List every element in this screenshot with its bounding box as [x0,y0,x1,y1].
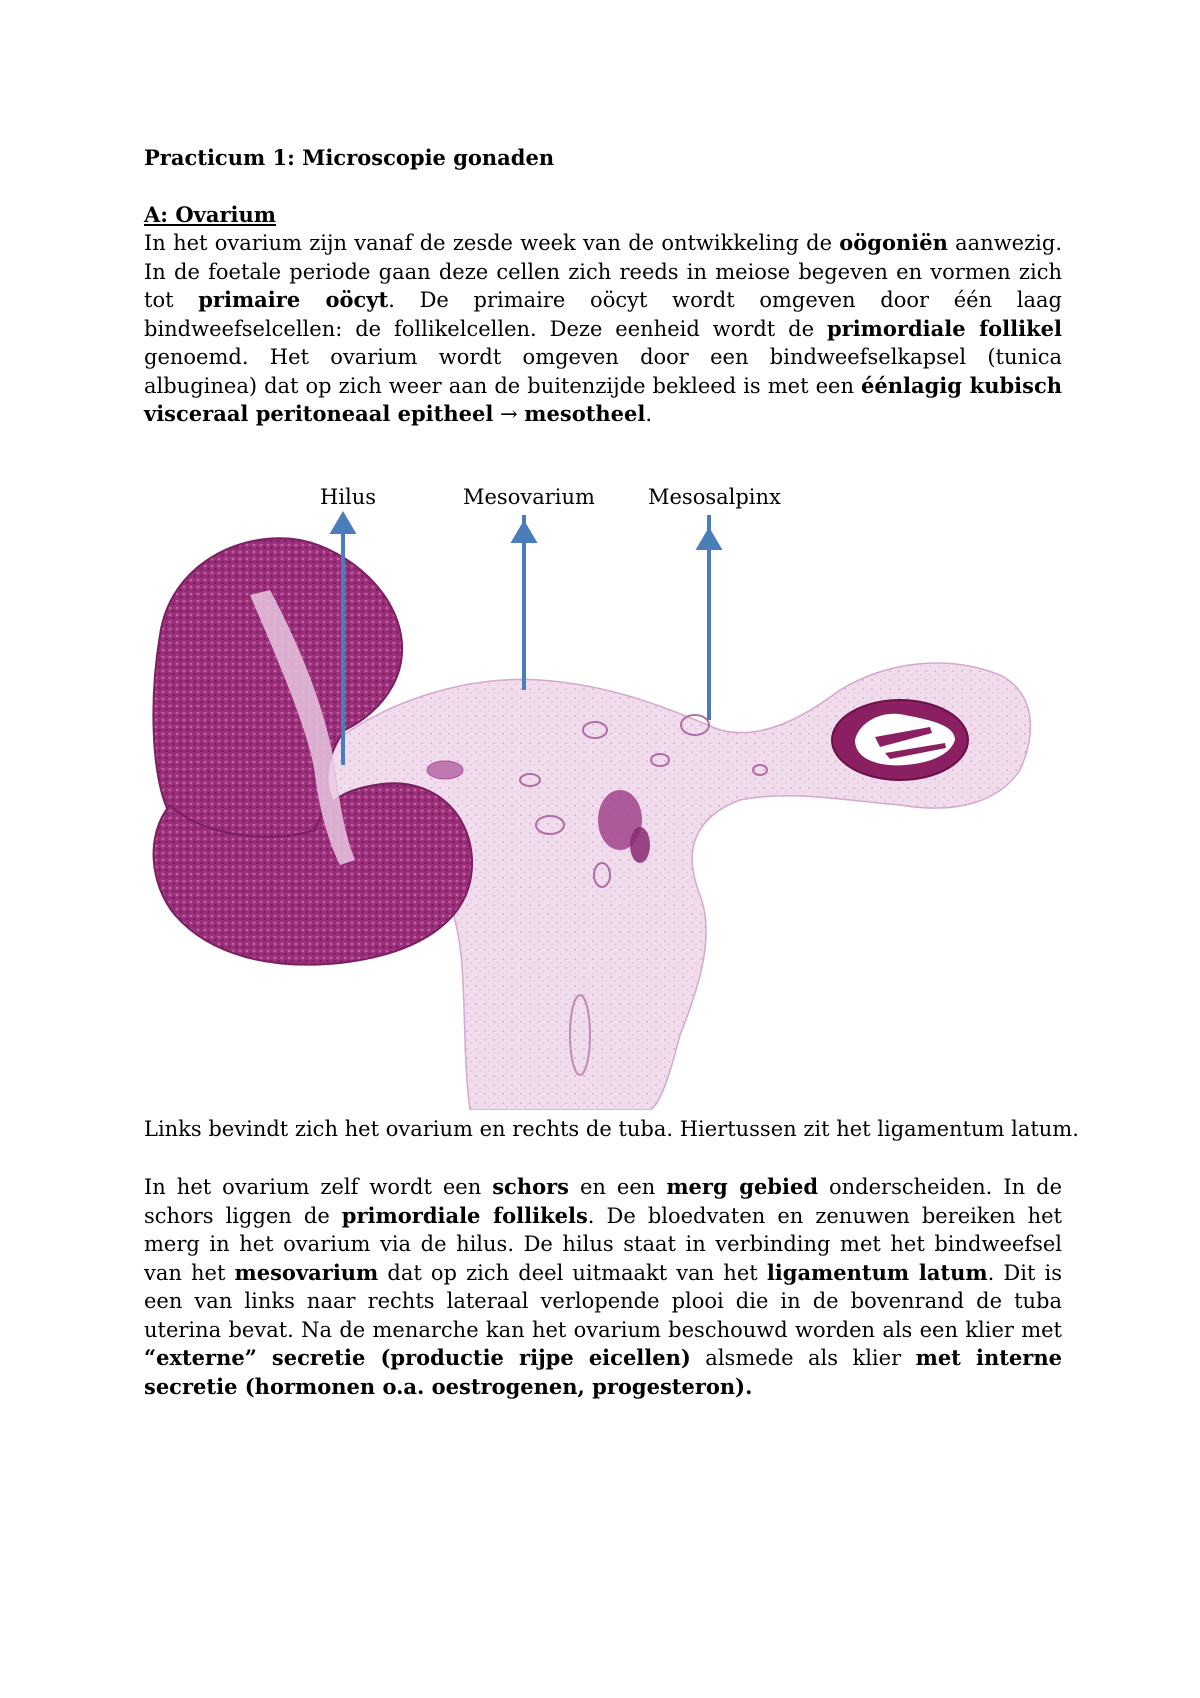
para2-run-2: en een [569,1175,667,1199]
para1-run-3: primaire oöcyt [198,287,389,312]
para1-run-1: oögoniën [839,230,948,255]
para2-run-0: In het ovarium zelf wordt een [144,1175,493,1199]
para2-run-10: . Dit is een van links naar rechts lateraal verlopende plooi die in de bovenrand de tuba uterina bevat. Na de menarche kan het ovarium beschouwd worden als een klier met [144,1260,1063,1342]
para1-run-4: . De primaire oöcyt wordt omgeven door één laag bindweefselcellen: de follikelcellen. Deze eenheid wordt de [144,288,1063,341]
para2-run-1: schors [492,1174,570,1199]
para1-run-2: aanwezig. In de foetale periode gaan deze cellen zich reeds in meiose begeven en vormen zich tot [144,231,1062,312]
para2-run-7: mesovarium [234,1259,379,1285]
body-paragraph [144,1173,1062,1401]
label-hilus: Hilus [320,485,377,509]
para2-run-6: . De bloedvaten en zenuwen bereiken het merg in het ovarium via de hilus. De hilus staat in verbinding met het bindweefsel van het [144,1203,1062,1285]
para1-run-8: → [493,402,525,426]
section-heading: A: Ovarium [144,202,276,227]
para2-run-9: ligamentum latum [766,1259,988,1285]
para2-run-13: met interne secretie (hormonen o.a. oestrogenen, progesteron). [144,1345,1062,1399]
para2-run-11: “externe” secretie (productie rijpe eicellen) [144,1345,691,1370]
intro-paragraph [144,229,1062,429]
para2-run-3: merg gebied [666,1174,819,1199]
para1-run-10: . [645,402,653,426]
para2-run-12: alsmede als klier [690,1346,916,1370]
para1-run-9: mesotheel [524,401,646,426]
label-mesovarium: Mesovarium [463,485,595,509]
figure-caption: Links bevindt zich het ovarium en rechts de tuba. Hiertussen zit het ligamentum latum. [144,1117,1079,1141]
para2-run-5: primordiale follikels [341,1202,588,1228]
para1-run-6: genoemd. Het ovarium wordt omgeven door een bindweefselkapsel (tunica albuginea) dat op zich weer aan de buitenzijde bekleed is met een [144,345,1062,398]
ovary-micrograph [140,515,1075,1110]
label-mesosalpinx: Mesosalpinx [648,485,781,509]
para2-run-8: dat op zich deel uitmaakt van het [378,1260,767,1285]
page-title: Practicum 1: Microscopie gonaden [144,145,555,170]
para2-run-4: onderscheiden. In de schors liggen de [144,1175,1063,1228]
para1-run-5: primordiale follikel [826,315,1062,341]
para1-run-0: In het ovarium zijn vanaf de zesde week van de ontwikkeling de [144,231,840,255]
para1-run-7: éénlagig kubisch visceraal peritoneaal epitheel [144,372,1062,426]
